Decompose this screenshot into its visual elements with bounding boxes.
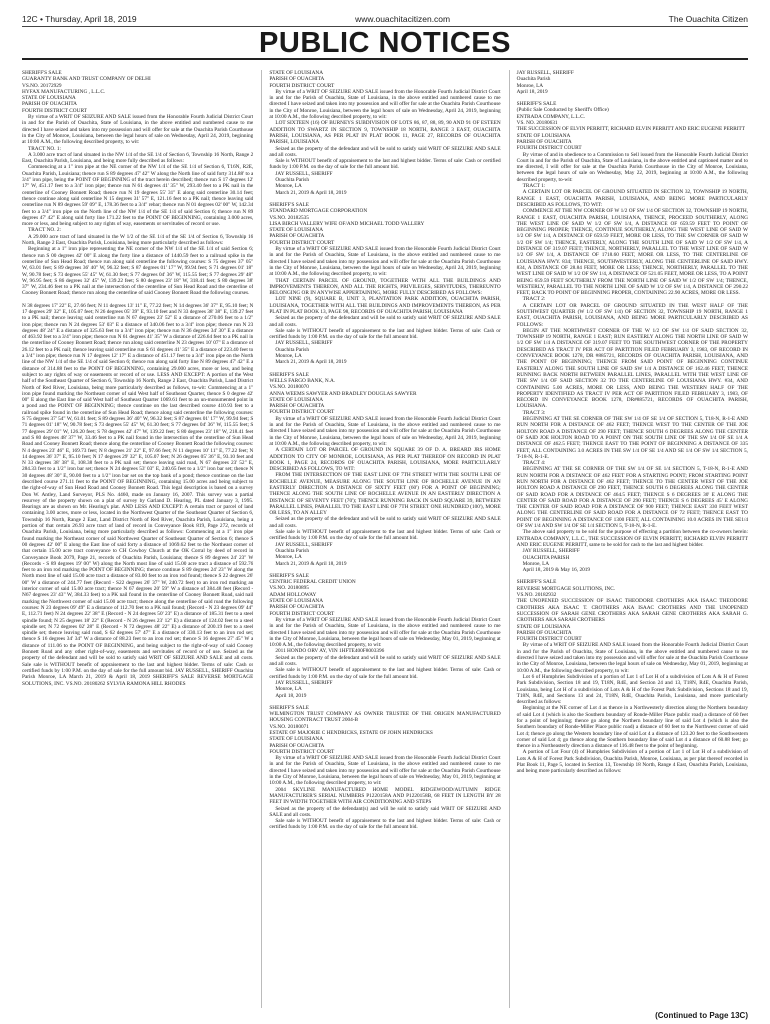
notice-heading-line: ANNA WEEMS SAWYER AND BRADLEY DOUGLAS SAWYER bbox=[269, 390, 417, 397]
notice-signature-line: Monroe, LA bbox=[522, 560, 550, 567]
notice-paragraph: A portion of Lot Four (4) of Humphries Subdivision of a portion of Lot 1 of Lot H of a subdivision of Lots A & H of Forest Park Subdivision, Ouachita Parish, Monroe, Louisiana, as per plat thereof recorded in Plat Book 11, Page 5, located in Section 13, Township 18 North, Range 4 East, Ouachita Parish, Louisiana, and being more particularly described as follows: bbox=[516, 749, 748, 775]
notice-heading-line: STATE OF LOUISIANA bbox=[22, 95, 76, 102]
notice-heading-line: FOURTH DISTRICT COURT bbox=[22, 107, 87, 114]
notice-signature-line: Ouachita Parish bbox=[275, 547, 310, 554]
website: www.ouachitacitizen.com bbox=[355, 14, 451, 24]
notice-heading-line: STATE OF LOUISIANA bbox=[269, 598, 324, 605]
notice-paragraph: Seized as the property of the defendant and will be sold to satisfy said WRIT OF SEIZURE AND SALE and all costs. bbox=[269, 654, 501, 668]
notice-paragraph: THAT CERTAIN PARCEL OF GROUND, TOGETHER WITH ALL THE BUILDINGS AND IMPROVEMENTS THEREON, AND ALL THE RIGHTS, PRIVILEGES, SERVITUDES, THEREUNTO BELONGING OR IN ANYWISE APPERTAINING, MORE FULLY DESCRIBED AS FOLLOWS: bbox=[269, 277, 501, 297]
notice-heading-line: (Public Sale Conducted by Sheriff's Office) bbox=[516, 107, 609, 114]
notice-paragraph: By virtue of a WRIT OF SEIZURE AND SALE issued from the Honorable Fourth Judicial District Court in and for the Parish of Ouachita, State of Louisiana, in the above entitled and numbered cause to me directed I have seized and taken into my possession and will offer for sale at the Ouachita Parish Courthouse in the City of Monroe, Louisiana, between the legal hours of sale on Wednesday, April 24, 2019, beginning at 10:00 A.M., the following described property, to wit: bbox=[269, 246, 501, 278]
notice-heading-line: SHERIFF'S SALE bbox=[269, 201, 309, 208]
notice-heading-line: VS.NO. 20180070 bbox=[269, 384, 309, 391]
notice-heading-line: FOURTH DISTRICT COURT bbox=[269, 610, 335, 617]
notice-paragraph: Sale sale is WITHOUT benefit of appraisement to the last and highest bidder. Terms of sale: Cash or certified funds by 1:00 P.M. on the day of sale for the full amount bid. bbox=[269, 667, 501, 680]
notice-heading-line: PARISH OF OUACHITA bbox=[516, 629, 572, 636]
notice-paragraph: By virtue of a WRIT OF SEIZURE AND SALE issued from the Honorable Fourth Judicial District Court in and for the Parish of Ouachita, State of Louisiana, in the above entitled and numbered cause to me directed I have seized and taken into my possession and will offer for sale at the Ouachita Parish Courthouse in the City of Monroe, Louisiana, between the legal hours of sale on Wednesday, April 24, 2019, beginning at 10:00 A.M., the following described property, to wit: bbox=[269, 415, 501, 447]
notice-signature-line: April 18, 2019 & May 16, 2019 bbox=[522, 567, 591, 574]
notice-signature-line: JAY RUSSELL, SHERIFF bbox=[522, 548, 580, 555]
notice-paragraph: By virtue of a WRIT OF SEIZURE AND SALE issued from the Honorable Fourth Judicial District Court in and for the Parish of Ouachita, State of Louisiana, in the above entitled and numbered cause to me directed I have seized and taken into my possession and will offer for sale at the Ouachita Parish Courthouse in the City of Monroe, Louisiana, between the legal hours of sale on Wednesday, May 01, 2019, beginning at 10:00 A.M., the following described property, to wit: bbox=[269, 616, 501, 649]
notice-heading-line: VS.NO. 20172929 bbox=[22, 82, 62, 89]
notice-heading-line: THE SUCCESSION OF ELVIN PERRITT, RICHARD ELVIN PERRITT AND ERIC EUGENE PERRITT bbox=[516, 126, 746, 133]
notice-heading-line: VS.NO. 20182932 bbox=[516, 592, 557, 599]
notice-heading-line: VS.NO. 20180895 bbox=[269, 585, 309, 592]
notice-heading-line: WELLS FARGO BANK, N.A. bbox=[269, 377, 336, 384]
notice-paragraph: COMMENCE AT THE NW CORNER OF W 1/2 OF SW 1/4 OF SECTION 32, TOWNSHIP 19 NORTH, RANGE 1 EAST, OUACHITA PARISH, LOUISIANA, THENCE, PROCEED SOUTHERLY, ALONG THE WEST LINE OF SAID W 1/2 OF SW 1/4, A DISTANCE OF 659.59 FEET TO POINT OF BEGINNING PROPER; THENCE, CONTINUE SOUTHERLY, ALONG THE WEST LINE OF SAID W 1/2 OF SW 1/4, A DISTANCE OF 659.59 FEET, MORE OR LESS, TO THE SW CORNER OF SAID W 1/2 OF SW 1/4; THENCE, EASTERLY, ALONG THE SOUTH LINE OF SAID W 1/2 OF SW 1/4, A DISTANCE OF 319.07 FEET; THENCE, NORTHERLY, PARALLEL TO THE WEST LINE OF SAID W 1/2 OF SW 1/4, A DISTANCE OF 1718.60 FEET, MORE OR LESS, TO THE CENTERLINE OF LOUISIANA HWY. 834; THENCE, SOUTHWESTERLY, ALONG THE CENTERLINE OF SAID HWY. 834, A DISTANCE OF 28.84 FEET, MORE OR LESS; THENCE, NORTHERLY, PARALLEL TO THE WEST LINE OF SAID W 1/2 OF SW 1/4, A DISTANCE OF 521.05 FEET, MORE OR LESS, TO A POINT BEING 659.59 FEET SOUTHERLY FROM THE NORTH LINE OF SAID W 1/2 OF SW 1/4; THENCE, WESTERLY, PARALLEL TO THE NORTH LINE OF SAID W 1/2 OF SW 1/4, A DISTANCE OF 290.22 FEET, BACK TO POINT OF BEGINNING PROPER, CONTAINING 22.90 ACRES, MORE OR LESS. bbox=[516, 208, 748, 297]
notice-heading-line: FOURTH DISTRICT COURT bbox=[269, 409, 335, 416]
notice-heading-line: FOURTH DISTRICT COURT bbox=[269, 82, 335, 89]
notice-signature-line: March 21, 2019 & April 18, 2019 bbox=[275, 560, 347, 567]
notice-signature-line: OUACHITA PARISH bbox=[522, 554, 570, 561]
notice-signature-line: JAY RUSSELL, SHERIFF bbox=[275, 340, 333, 347]
notice-heading-line: WILMINGTON TRUST COMPANY AS OWNER TRUSTEE OF THE ORIGEN MANUFACTURED HOUSING CONTRACT TRUST 2004-B bbox=[269, 711, 501, 724]
column-3 bbox=[509, 70, 748, 1008]
notice-paragraph: Commencing at a 1" iron pipe at the NE corner of the NW 1/4 of the SE 1/4 of Section 6, T16N, R2E, Ouachita Parish, Louisiana; thence run S 89 degrees 47' 42" W along the North line of said forty 314.88' to a 3/4" iron pipe, being the POINT OF BEGINNING of the tract herein described; thence run S 17 degrees 12' 17" W, 451.17 feet to a 3/4" iron pipe; thence run N 61 degrees 41' 35" W, 293.40 feet to a PK nail in the centerline of Cooney Bonnett Road; thence run N 19 degrees 55' 31" E along said centerline 30.14 feet; thence continue along said centerline N 15 degrees 31' 57" E, 121.16 feet to a PK nail; thence leaving said centerline run N 89 degrees 59' 09" E, 178.36 feet to a 3/4" rebar; thence run N 01 degrees 02' 00" W, 142.34 feet to a 3/4" iron pipe on the North line of the NW 1/4 of the SE 1/4 of said Section 6; thence run N 89 degrees 47' 42" E along said forty line 171.22 feet to the POINT OF BEGINNING, containing 3.000 acres, more or less, and being subject to any rights of way, easements or servitudes of record or use. bbox=[22, 164, 254, 228]
notice-paragraph: Seized as the property of the defendant and will be sold to satisfy said WRIT OF SEIZURE AND SALE and all costs. bbox=[269, 145, 501, 158]
legal-notice bbox=[22, 70, 253, 297]
notice-signature-line: Monroe, LA bbox=[275, 686, 302, 693]
notice-heading-line: SHERIFF'S SALE bbox=[516, 101, 557, 108]
notice-signature-line: JAY RUSSELL, SHERIFF bbox=[275, 679, 333, 686]
notice-heading-line: VS.NO. 20182535 bbox=[269, 214, 309, 221]
notice-heading-line: ADAM HOLLOWAY bbox=[269, 591, 317, 598]
legal-notice bbox=[269, 372, 500, 567]
notice-columns bbox=[22, 70, 748, 1008]
notice-paragraph: Seized as the property of the defendant and will be sold to satisfy said WRIT OF SEIZURE AND SALE and all costs. bbox=[269, 315, 501, 328]
notice-heading-line: VS. NO. 20180631 bbox=[516, 120, 558, 127]
notice-signature-line: JAY RUSSELL, SHERIFF bbox=[275, 541, 333, 548]
notice-paragraph: Seized as the property of the defendant and will be sold to satisfy said WRIT OF SEIZURE AND SALE and all costs. bbox=[269, 516, 501, 529]
notice-signature-line: Ouachita Parish bbox=[275, 346, 310, 353]
notice-heading-line: HYFAX MANUFACTURING , L.L.C. bbox=[22, 88, 106, 95]
notice-paragraph: TRACT NO. 2: bbox=[28, 227, 62, 234]
section-title: PUBLIC NOTICES bbox=[259, 27, 511, 59]
notice-signature-line: March 21, 2019 & April 18, 2019 bbox=[275, 189, 347, 196]
notice-heading-line: PARISH OF OUACHITA bbox=[22, 101, 78, 108]
notice-heading-line: PARISH OF OUACHITA bbox=[516, 138, 572, 145]
notice-signature-line: Ouachita Parish bbox=[275, 177, 310, 184]
section-header bbox=[22, 27, 748, 60]
notice-signature-line: Monroe, LA bbox=[275, 554, 302, 561]
notice-paragraph: Sale is WITHOUT benefit of appraisement to the last and highest bidder. Terms of sale: Cash or certified funds by 1:00 P.M. on the day of sale for the full amount bid. bbox=[269, 158, 501, 171]
notice-heading-line: FOURTH DISTRICT COURT bbox=[269, 239, 335, 246]
notice-heading-line: CENTRIC FEDERAL CREDIT UNION bbox=[269, 579, 356, 586]
notice-heading-line: STANDARD MORTGAGE CORPORATION bbox=[269, 208, 368, 215]
notice-paragraph: Lot 6 of Humphries Subdivision of a portion of Lot 1 of Lot H of a subdivision of Lots A & H of Forest Park Subdivision, Section 18 and 19, T18N, R4E, and Section 24 and 13, T18N, R4E, Ouachita Parish, Louisiana, being Lot H of a subdivision of Lots A & H of the Forest Park Subdivision, Sections 18 and 19, T18N, R4E, and Sections 13 and 24, T18N, R4E, Ouachita Parish, Louisiana, and more particularly described as follows: bbox=[516, 673, 748, 706]
notice-heading-line: Ouachita Parish bbox=[516, 76, 551, 83]
notice-paragraph: TRACT 3: bbox=[522, 409, 546, 416]
notice-heading-line: JAY RUSSELL, SHERIFF bbox=[516, 70, 574, 76]
notice-paragraph: Beginning at the NE corner of Lot 4 as thence in a Northwesterly direction along the Northern boundary of said Lot 4 (which is also the Southern boundary of Ronde-Miller Place public road) a distance of 60 feet for a point of beginning; thence go along the Northern boundary line of said Lot 4 (which is also the Southern boundary of Ronde-Miller Place public road) a distance of 60 feet to the Northwest corner of said Lot 4; thence go along the Western boundary line of said Lot 4 a distance of 123.20 feet to the Southwestern corner of said Lot 4; go thence along the Southern boundary line of said Lot 4 a distance of 60.88 feet; go thence in a Northeasterly direction a distance of 116.48 feet to the point of beginning. bbox=[516, 705, 748, 750]
column-2 bbox=[261, 70, 500, 1008]
legal-notice bbox=[269, 573, 500, 699]
notice-paragraph: N 38 degrees 17' 22" E, 27.66 feet; N 11 degrees 13' 11" E, 77.22 feet; N 14 degrees 36' 37" E, 95.10 feet; N 17 degrees 29' 32" E, 105.07 feet; N 26 degrees 05' 39" E, 93.10 feet and N 33 degrees 38' 38" E, 139.27 feet to a PK nail; thence leaving said centerline run N 67 degrees 23' 52" E a distance of 270.06 feet to a 1/2" iron pipe; thence run N 24 degrees 53' 03" E a distance of 340.06 feet to a 3/4" iron pipe; thence run N 23 degrees 48' 24" E a distance of 325.63 feet to a 3/4" iron pipe; thence run N 36 degrees 34' 30" E a distance of 463.92 feet to a 3/4" iron pipe; thence run N 61 degrees 41' 35" W a distance of 226.64 feet to a PK nail in the centerline of Cooney Bonnett Road; thence run along said centerline N 23 degrees 10' 07" E a distance of 26.12 feet to a PK nail; thence leaving said centerline run S 61 degrees 41' 35" E a distance of 223.40 feet to a 3/4" iron pipe; thence run N 17 degrees 12' 17" E a distance of 451.17 feet to a 3/4" iron pipe on the North line of the NW 1/4 of the SE 1/4 of said Section 6; thence run along said forty line N 89 degrees 47' 42" E a distance of 314.88 feet to the POINT OF BEGINNING, containing 29.000 acres, more or less, and being subject to any rights of way or easements or record of or use. LESS AND EXCEPT: A portion of the West half of the Southeast Quarter of Section 6, Township 16 North, Range 2 East, Ouachita Parish, Land District North of Red River, Louisiana, being more particularly described as follows, to-wit: Commencing at a 1" iron pipe found marking the Northeast corner of said West half of Southeast Quarter, thence S 0 degree 42' 00" E along the East line of said West half of Southeast Quarter 1069.61 feet to an un-monumented point in a pond and the POINT OF BEGINNING; thence continue on the last described course 410.93 feet to a railroad spike found in the centerline of Sun Head Road; thence along said centerline the following courses: S 75 degrees 37' 54" W, 61.01 feet; S 89 degrees 36' 40" W, 96.32 feet; S 87 degrees 01' 17" W, 99.94 feet; S 71 degrees 01' 18" W, 90.78 feet; S 73 degrees 55' 45" W, 61.30 feet; S 77 degrees 04' 36" W, 115.55 feet; S 77 degrees 29' 01" W, 126.20 feet; S 78 degrees 42' 47" W, 139.22 feet; S 80 degrees 23' 18" W, 218.41 feet and S 80 degrees 48' 37" W, 33.46 feet to a PK nail found in the intersection of the centerline of Sun Head Road and Cooney Bonnett Road; thence along the centerline of Cooney Bonnett Road the following courses: N 4 degrees 23' 46" E, 169.73 feet; N 8 degrees 21' 22" E, 97.66 feet; N 11 degrees 10' 11" E, 77.22 feet; N 14 degrees 36' 37" E, 95.10 feet; N 17 degrees 29' 32" E, 105.07 feet; N 26 degrees 05' 36" E, 93.10 feet and N 33 degrees 38' 38" E, 108.38 feet to a PK nail set; thence leaving said road, N 67 degrees 23' 52" E, 284.33 feet to a 1/2" iron bar set; thence N 24 degrees 53' 03" E, 240.65 feet to a 1/2" iron bar set; thence N 30 degrees 48' 30" E, 90.00 feet to a 1/2" iron bar set on the top bank of a pond; thence continue on the last described course 271.11 feet to the POINT OF BEGINNING, containing 15.00 acres and being subject to the right-of-way of Sun Head Road and Cooney Bonnett Road. This legal description is based on a survey Don W. Antley, Land Surveyor, PLS No. 4460, made on January 16, 2007. This survey was a partial resurvey of the property shown on a plat of survey by Garland D. Hearing, PL dated January 3, 1995. Bearings are as shown on Mr. Hearing's plat. AND LESS AND EXCEPT: A certain tract or parcel of land containing 3.00 acres, more or less, located in the Northwest Quarter of the Southeast Quarter of Section 6, Township 16 North, Range 2 East, Land District North of Red River, Ouachita Parish, Louisiana, being a portion of that certain 26.93 acre tract of land of record in Conveyance Book 819, Page 272, records of Ouachita Parish, Louisiana, being more particularly described as follows: Commencing at a 1" iron pipe found marking the Northeast corner of said Northwest Quarter of Southeast Quarter of Section 6; thence S 00 degrees 42' 00" E along the East line of said forty a distance of 1069.62 feet to the Northeast corner of that certain 15.00 acre tract conveyance to CH Cowboy Church at the OK Corral by deed of record in Conveyance Book 2079, Page 21, records of Ouachita Parish, Louisiana; thence S 89 degrees 24' 23" W (Records - S 89 degrees 19' 00" W) along the North most line of said 15.00 acre tract a distance of 592.76 feet to an iron rod marking the POINT OF BEGINNING; thence continue S 89 degrees 24' 23" W along the North most line of said 15.00 acre tract a distance of 83.00 feet to an iron rod found; thence S 22 degrees 26' 00" W a distance of 244.77 feet (Record - S22 degrees 26' 37" W, 240.72 feet) to an iron rod marking an interior corner of said 15.00 acre tract; thence N 67 degrees 20' 59" W a distance of 384.48 feet (Record - N67 degrees 23' 43" W, 384.33 feet) to a PK nail found in the centerline of Cooney Bonnett Road, said nail marking the Northwest corner of said 15.00 acre tract; thence along the centerline of said road the following courses: N 23 degrees 09' 49" E a distance of 112.70 feet to a PK nail found; (Record - N 23 degrees 09' 44" E, 112.71 feet) N 24 degrees 22' 38" E (Record - N 24 degrees 50' 23" E) a distance of 185.31 feet to a steel spindle found; N 25 degrees 18' 22" E (Record - N 26 degrees 23' 12" E) a distance of 124.02 feet to a steel spindle set; N 72 degrees 02' 28" E (Record - N 72 degrees 48' 22" E) a distance of 200.19 feet to a steel spindle set; thence leaving said road, S 62 degrees 57' 47" E a distance of 330.13 feet to an iron rod set; thence S 16 degrees 34' 34" W a distance of 88.23 feet to an iron rod set; thence S 16 degrees 27' 45" W a distance of 111.06 to the POINT OF BEGINNING, and being subject to the right-of-way of said Cooney Bonnett Road and any other right-of-way, easements and servitudes of record or of use. Seized as the property of the defendant and will be sold to satisfy said WRIT OF SEIZURE AND SALE and all costs. Sale sale is WITHOUT benefit of appraisement to the last and highest bidder. Terms of sale: Cash or certified funds by 1:00 P.M. on the day of sale for the full amount bid. JAY RUSSELL, SHERIFF Ouachita Parish Monroe, LA March 21, 2019 & April 18, 2019 SHERIFF'S SALE REVERSE MORTGAGE SOLUTIONS, INC. VS.NO. 20180262 SYLVIA RAMONA HILL RHODES bbox=[22, 302, 254, 687]
notice-heading-line: REVERSE MORTGAGE SOLUTIONS, INC. bbox=[516, 585, 616, 592]
legal-notice bbox=[269, 202, 500, 366]
notice-paragraph: By virtue of and in obedience to a Commission to Sell issued from the Honorable Fourth Judicial District Court in and for the Parish of Ouachita, State of Louisiana, in the above entitled and captioned matter and to me directed, I will offer for sale at the Ouachita Parish Courthouse in the City of Monroe, Louisiana, between the legal hours of sale on Wednesday, May 22, 2019, beginning at 10:00 A.M., the following described property, to-wit: bbox=[516, 151, 748, 183]
legal-notice bbox=[517, 579, 748, 774]
notice-paragraph: TRACT NO. 1: bbox=[28, 145, 62, 152]
notice-heading-line: April 18, 2019 bbox=[516, 88, 548, 95]
page-date: 12C • Thursday, April 18, 2019 bbox=[22, 14, 137, 24]
notice-signature-line: Monroe, LA bbox=[275, 183, 302, 190]
notice-paragraph: TRACT 4: bbox=[522, 460, 546, 467]
notice-heading-line: ESTATE OF MAJORIE C HENDRICKS, ESTATE OF JOHN HENDRICKS bbox=[269, 729, 433, 736]
notice-heading-line: SHERIFF'S SALE bbox=[269, 572, 309, 579]
notice-paragraph: A 29.000 acre tract of land situated in the W 1/2 of the SE 1/4 of the SE 1/4 of Section 6, Township 16 North, Range 2 East, Ouachita Parish, Louisiana, being more particularly described as follows: bbox=[22, 233, 254, 247]
column-1 bbox=[22, 70, 253, 1008]
notice-heading-line: PARISH OF OUACHITA bbox=[269, 403, 325, 410]
notice-paragraph: A CERTAIN LOT OR PARCEL OF GROUND SITUATED IN THE WEST HALF OF THE SOUTHWEST QUARTER (W 1/2 OF SW 1/4) OF SECTION 32, TOWNSHIP 19 NORTH, RANGE 1 EAST, OUACHITA PARISH, LOUISIANA, AND BEING MORE PARTICULARLY DESCRIBED AS FOLLOWS: bbox=[516, 302, 748, 328]
legal-notice bbox=[269, 70, 500, 196]
notice-paragraph: 2011 HONDO ORV AY, VIN 1HFTE400F8003396 bbox=[275, 648, 385, 655]
notice-heading-line: STATE OF LOUISIANA bbox=[516, 132, 571, 139]
notice-paragraph: BEGINNING AT THE SE CORNER OF THE SW 1/4 OF SE 1/4 OF SECTION 5, T18-N, R-1-E AND RUN NORTH FOR A DISTANCE OF 462 FEET; THENCE WEST TO THE CENTER OF THE JOE HOLTON ROAD A DISTANCE OF 290 FEET; THENCE SOUTH 6 DEGREES ALONG THE CENTER OF SAID JOE HOLTON ROAD TO A POINT ON THE SOUTH LINE OF THE SW 1/4 OF SE 1/4 A DISTANCE OF 462.5 FEET; THENCE EAST TO THE POINT OF BEGINNING A DISTANCE OF 335 FEET, ALL CONTAINING 3.0 ACRES IN THE SW 1/4 OF SE 1/4 AND SE 1/4 OF SW 1/4 SECTION 5, T-18-N, R-1-E. bbox=[516, 416, 748, 460]
notice-heading-line: PARISH OF OUACHITA bbox=[269, 76, 325, 83]
notice-heading-line: STATE OF LOUISIANA bbox=[269, 736, 324, 743]
notice-paragraph: TRACT 2: bbox=[522, 296, 546, 303]
paper-name: The Ouachita Citizen bbox=[668, 14, 748, 24]
notice-paragraph: A 3.000 acre tract of land situated in the NW 1/4 of the SE 1/4 of Section 6, Township 16 North, Range 2 East, Ouachita Parish, Louisiana, and being more fully described as follows: bbox=[22, 151, 254, 165]
notice-heading-line: FOURTH DISTRICT COURT bbox=[516, 636, 582, 643]
notice-paragraph: LOT SIXTEEN (16) OF BURNEYS SUBDIVISION OF LOTS 86, 87, 88, 89, 90 AND 91 OF ESTEEN ADDITION TO SWARTZ IN SECTION 9, TOWNSHIP 18 NORTH, RANGE 3 EAST, OUACHITA PARISH, LOUISIANA, AS PER PLAT IN PLAT BOOK 11, PAGE 27, RECORDS OF OUACHITA PARISH, LOUISIANA bbox=[269, 120, 501, 146]
notice-heading-line: Monroe, LA bbox=[516, 82, 544, 89]
notice-heading-line: SHERIFF'S SALE bbox=[269, 371, 309, 378]
notice-heading-line: SHERIFF'S SALE bbox=[516, 579, 557, 586]
notice-heading-line: STATE OF LOUISIANA bbox=[269, 70, 324, 76]
notice-paragraph: TRACT 1: bbox=[522, 183, 546, 190]
notice-signature-line: JAY RUSSELL, SHERIFF bbox=[275, 170, 333, 177]
notice-heading-line: STATE OF LOUISIANA bbox=[269, 396, 324, 403]
notice-paragraph: By virtue of a WRIT OF SEIZURE AND SALE issued from the Honorable Fourth Judicial District Court in and for the Parish of Ouachita, State of Louisiana, in the above entitled and numbered cause to me directed I have seized and taken into my possession and will offer for sale at the Ouachita Parish Courthouse in the City of Monroe, Louisiana, between the legal hours of sale on Wednesday, April 24, 2019, beginning at 10:00 A.M., the following described property, to wit: bbox=[269, 88, 501, 121]
notice-paragraph: Sale sale is WITHOUT benefit of appraisement to the last and highest bidder. Terms of sale: Cash or certified funds by 1:00 P.M. on the day of sale for the full amount bid. bbox=[269, 818, 501, 831]
notice-paragraph: The above said property to be sold for the purpose of effecting a partition between the co-owners herein: ENTRADA COMPANY, L.L.C., THE SUCCESSION OF ELVIN PERRITT, RICHARD ELVIN PERRITT AND ERIC EUGENE PERRITT, same to be sold for cash to the last and highest bidder. bbox=[516, 529, 748, 548]
notice-heading-line: THE UNOPENED SUCCESSION OF ISAAC THEODORE CROTHERS AKA ISAAC THEODORE CROTHERS AKA ISAAC T. CROTHERS AKA ISAAC CROTHERS AND THE UNOPENED SUCCESSION OF SARAH GENE CROTHERS AKA SARAH GENE CROTHERS AKA SARAH G. CROTHERS AKA SARAH CROTHERS bbox=[516, 598, 748, 624]
notice-paragraph: Sale sale is WITHOUT benefit of appraisement to the last and highest bidder. Terms of sale: Cash or certified funds by 1:00 P.M. on the day of sale for the full amount bid. bbox=[269, 327, 501, 341]
notice-heading-line: PARISH OF OUACHITA bbox=[269, 604, 325, 611]
notice-paragraph: By virtue of a WRIT OF SEIZURE AND SALE issued from the Honorable Fourth Judicial District Court in and for the Parish of Ouachita, State of Louisiana, in the above entitled and numbered cause to me directed I have seized and taken into my possession and will offer for sale at the Ouachita Parish Courthouse in the City of Monroe, Louisiana, between the legal hours of sale on Wednesday, May 01, 2019, beginning at 10:00 A.M., the following described property, to wit: bbox=[516, 642, 748, 674]
notice-heading-line: STATE OF LOUISIANA bbox=[269, 227, 324, 234]
notice-heading-line: SHERIFF'S SALE bbox=[22, 70, 62, 76]
legal-notice bbox=[269, 705, 500, 831]
notice-paragraph: FROM THE INTERSECTION OF THE EAST LINE OF 7TH STREET WITH THE SOUTH LINE OF ROCHELLE AVENUE, MEASURE ALONG THE SOUTH LINE OF ROCHELLE AVENUE IN AN EASTERLY DIRECTION A DISTANCE OF SIXTY FEET (60') FOR A POINT OF BEGINNING; THENCE ALONG THE SOUTH LINE OF ROCHELLE AVENUE IN AN EASTERLY DIRECTION A DISTANCE OF SEVENTY FEET (70'); THENCE RUNNING BACK IN SAID SQUARE 39, BETWEEN PARALLEL LINES, PARALLEL TO THE EAST LINE OF 7TH STREET ONE HUNDRED (100'), MORE OR LESS, TO AN ALLEY bbox=[269, 472, 501, 517]
notice-paragraph: LOT NINE (9), SQUARE B, UNIT 3, PLANTATION PARK ADDITION, OUACHITA PARISH, LOUISIANA, TOGETHER WITH ALL THE BUILDINGS AND IMPROVEMENTS THEREON, AS PER PLAT IN PLAT BOOK 13, PAGE 98, RECORDS OF OUACHITA PARISH, LOUISIANA bbox=[269, 296, 501, 315]
notice-heading-line: ENTRADA COMPANY, L.L.C. bbox=[516, 113, 585, 120]
masthead bbox=[22, 0, 748, 27]
notice-signature-line: Monroe, LA bbox=[275, 353, 302, 360]
notice-paragraph: By virtue of a WRIT OF SEIZURE AND SALE issued from the Honorable Fourth Judicial District Court in and for the Parish of Ouachita, State of Louisiana, in the above entitled and numbered cause to me directed I have seized and taken into my possession and will offer for sale at the Ouachita Parish Courthouse in the City of Monroe, Louisiana, between the legal hours of sale on Wednesday, May 01, 2019, beginning at 10:00 A.M., the following described property, to wit: bbox=[269, 755, 501, 787]
notice-heading-line: GUARANTY BANK AND TRUST COMPANY OF DELHI bbox=[22, 76, 151, 83]
notice-heading-line: PARISH OF OUACHITA bbox=[269, 742, 325, 749]
notice-paragraph: BEGINNING AT THE SE CORNER OF THE SW 1/4 OF SE 1/4 SECTION 5, T-18-N, R-1-E AND RUN NORTH FOR A DISTANCE OF 462 FEET FOR A STARTING POINT; FROM STARTING POINT RUN NORTH FOR A DISTANCE OF 462 FEET; THENCE TO THE CENTER WEST OF THE JOE HOLTON ROAD A DISTANCE OF 290 FEET, THENCE SOUTH 6 DEGREES ALONG THE CENTER OF SAID ROAD FOR A DISTANCE OF 464.5 FEET; THENCE S 6 DEGREES 30' E ALONG THE CENTER OF SAID ROAD FOR A DISTANCE OF 290 FEET; THENCE S 6 DEGREES 45' E ALONG THE CENTER OF SAID ROAD FOR A DISTANCE OF 900 FEET; THENCE EAST 330 FEET WEST ALONG THE CENTERLINE OF SAID ROAD FOR A DISTANCE OF 72 FEET; THENCE EAST TO POINT OF BEGINNING A DISTANCE OF 1300 FEET, ALL CONTAINING 10.0 ACRES IN THE SE1/4 OF SW 1/4 AND SW 1/4 OF SE 1/4 SECTION 5, T-18-N, R-1-E. bbox=[516, 466, 748, 530]
notice-paragraph: Beginning at a 1" iron pipe representing the NE corner of the NW 1/4 of the SE 1/4 of said Section 6; thence run S 00 degrees 42' 00" E along the forty line a distance of 1440.59 feet to a railroad spike in the centerline of Sun Head Road; thence run along said centerline the following courses: S 75 degrees 37' 05" W, 63.01 feet; S 89 degrees 36' 40" W, 96.32 feet; S 87 degrees 01' 17" W, 99.94 feet; S 71 degrees 01' 18" W, 90.78 feet; S 73 degrees 55' 45" W, 61.30 feet; S 77 degrees 04' 36" W, 115.55 feet; S 77 degrees 29' 48" W, 96.95 feet; S 86 degrees 32' 45" W, 139.22 feet; S 80 degrees 23' 18" W, 318.41 feet; S 80 degrees 38' 37" W, 234.46 feet to a PK nail at the intersection of the centerline of Sun Head Road and the centerline of Cooney Bonnett Road; thence run along the centerline of said Cooney Bonnett Road the following courses. bbox=[22, 246, 254, 297]
notice-heading-line: LISA BIRCH VALLERY WIFE OF/AND MICHAEL TODD VALLERY bbox=[269, 220, 425, 227]
notice-paragraph: By virtue of a WRIT OF SEIZURE AND SALE issued from the Honorable Fourth Judicial District Court in and for the Parish of Ouachita, State of Louisiana, in the above entitled and numbered cause to me directed I have seized and taken into my possession and will offer for sale at the Ouachita Parish Courthouse in the City of Monroe, Louisiana, between the legal hours of sale on Wednesday, April 24, 2019, beginning at 10:00 A.M., the following described property, to wit: bbox=[22, 114, 254, 146]
notice-paragraph: A CERTAIN LOT OR PARCEL OF GROUND IN SQUARE 39 OF D. A. BREARD JRS HOME ADDITION TO CITY OF MONROE, LOUISIANA, AS PER PLAT THEREOF ON RECORD IN PLAT BOOK 1, PAGE 24, RECORDS OF OUACHITA PARISH, LOUISIANA, MORE PARTICULARLY DESCRIBED AS FOLLOWS, TO WIT: bbox=[269, 447, 501, 473]
notice-paragraph: 2004 SKYLINE MANUFACTURED HOME MODEL RIDGEWOOD/AUTUMN RIDGE MANUFACTURER'S SERIAL NUMBERS P1220158A AND P1220158B, 68 FEET IN LENGTH BY 28 FEET IN WIDTH TOGETHER WITH AIR CONDITIONING AND STEPS bbox=[269, 786, 501, 806]
notice-paragraph: A CERTAIN LOT OR PARCEL OF GROUND SITUATED IN SECTION 32, TOWNSHIP 19 NORTH, RANGE 1 EAST, OUACHITA PARISH, LOUISIANA, AND BEING MORE PARTICULARLY DESCRIBED AS FOLLOWS, TO WIT: bbox=[516, 189, 748, 208]
notice-heading-line: PARISH OF OUACHITA bbox=[269, 233, 325, 240]
continued-note: (Continued to Page 13C) bbox=[655, 1011, 748, 1020]
legal-notice bbox=[517, 70, 748, 95]
notice-heading-line: VS.NO. 20180071 bbox=[269, 723, 309, 730]
notice-paragraph: BEGIN AT THE NORTHWEST CORNER OF THE W 1/2 OF SW 1/4 OF SAID SECTION 32, TOWNSHIP 19 NORTH, RANGE 1 EAST; RUN EASTERLY ALONG THE NORTH LINE OF SAID W 1/2 OF SW 1/4 A DISTANCE OF 319.07 FEET TO THE SOUTHWEST CORNER OF THE PROPERTY DESCRIBED AS TRACT IV PER ACT OF PARTITION FILED FEBRUARY 3, 1983, OF RECORD IN CONVEYANCE BOOK 1278, DR #885721, RECORDS OF OUACHITA PARISH, LOUISIANA, AND THE POINT OF BEGINNING; THENCE FROM SAID POINT OF BEGINNING CONTINUE EASTERLY ALONG THE SOUTH LINE OF SAID SW 1/4 A DISTANCE OF 162.46 FEET, THENCE RUNNING BACK NORTH BETWEEN PARALLEL LINES, PARALLEL WITH THE WEST LINE OF THE SW 1/4 OF SAID SECTION 32 TO THE CENTERLINE OF LOUISIANA HWY. #34, AND CONTAINING 5.00 ACRES, MORE OR LESS, AND BEING THE WESTERN HALF OF THE PROPERTY IDENTIFIED AS TRACT IV PER ACT OF PARTITION FILED FEBRUARY 3, 1983, OF RECORD IN CONVEYANCE BOOK 1278, DR#885721, RECORDS OF OUACHITA PARISH, LOUISIANA. bbox=[516, 327, 748, 410]
notice-signature-line: March 21, 2019 & April 18, 2019 bbox=[275, 359, 347, 366]
legal-notice bbox=[517, 101, 748, 573]
notice-heading-line: FOURTH DISTRICT COURT bbox=[269, 748, 335, 755]
notice-signature-line: April 18, 2019 bbox=[275, 692, 307, 699]
notice-heading-line: FOURTH DISTRICT COURT bbox=[516, 145, 582, 152]
notice-paragraph: Sale sale is WITHOUT benefit of appraisement to the last and highest bidder. Terms of sale: Cash or certified funds by 1:00 P.M. on the day of sale for the full amount bid. bbox=[269, 529, 501, 542]
notice-paragraph: Seized as the property of the defendant(s) and will be sold to satisfy said WRIT OF SEIZURE AND SALE and all costs. bbox=[269, 805, 501, 818]
notice-heading-line: SHERIFF'S SALE bbox=[269, 704, 309, 711]
notice-heading-line: STATE OF LOUISIANA bbox=[516, 623, 571, 630]
